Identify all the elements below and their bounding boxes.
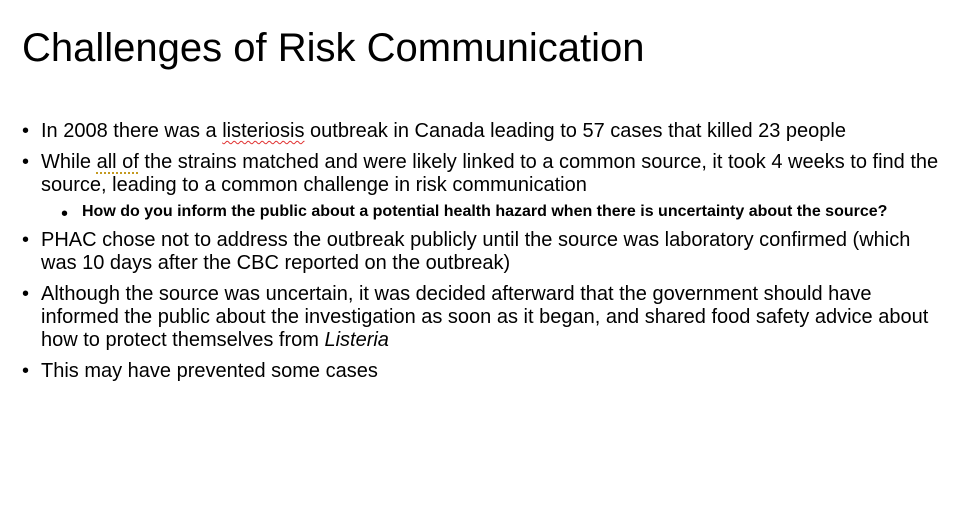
bullet-text: While <box>41 151 97 173</box>
bullet-dot: • <box>22 229 30 251</box>
bullet-dot: • <box>22 151 30 173</box>
bullet-dot: • <box>22 120 30 142</box>
bullet-text: This may have prevented some cases <box>41 360 378 382</box>
bullet-list <box>22 120 942 391</box>
bullet-dot: • <box>22 283 30 305</box>
bullet-text: In 2008 there was a <box>41 120 223 142</box>
bullet-item <box>22 229 942 275</box>
sub-bullet-text: How do you inform the public about a potential health hazard when there is uncertainty about the source? <box>82 203 888 220</box>
bullet-text: PHAC chose not to address the outbreak publicly until the source was laboratory confirmed (which was 10 days after the CBC reported on the outbreak) <box>41 229 911 274</box>
sub-bullet-item <box>61 203 942 225</box>
slide-title: Challenges of Risk Communication <box>22 26 645 70</box>
grammar-flagged-phrase: all of <box>96 151 139 173</box>
bullet-item <box>22 151 942 225</box>
bullet-text: Although the source was uncertain, it was decided afterward that the government should have informed the public about the investigation as soon as it began, and shared food safety advice about how to protect themselves from <box>41 283 929 351</box>
bullet-item <box>22 360 942 383</box>
bullet-item <box>22 120 942 143</box>
bullet-item <box>22 283 942 352</box>
spelling-flagged-word: listeriosis <box>222 120 305 142</box>
italic-term: Listeria <box>324 329 389 351</box>
bullet-dot: • <box>22 360 30 382</box>
bullet-text: outbreak in Canada leading to 57 cases that killed 23 people <box>304 120 846 142</box>
bullet-dot: • <box>61 203 69 225</box>
sub-bullet-list <box>41 203 942 225</box>
bullet-text: the strains matched and were likely linked to a common source, it took 4 weeks to find the source, leading to a common challenge in risk communication <box>41 151 939 196</box>
